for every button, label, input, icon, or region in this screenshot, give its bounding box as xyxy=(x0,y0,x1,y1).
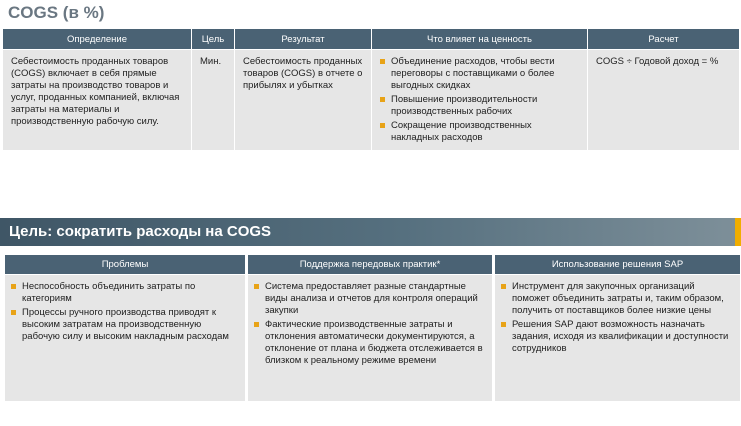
sap-solution-cell xyxy=(494,275,741,402)
list-item: Процессы ручного производства приводят к высоким затратам на производственную рабочую силу и высоким накладным расходам xyxy=(11,307,239,343)
list-item: Система предоставляет разные стандартные виды анализа и отчетов для контроля операций закупки xyxy=(254,281,486,317)
solution-table xyxy=(2,254,741,402)
sap-solution-list xyxy=(501,281,734,355)
list-item: Решения SAP дают возможность назначать задания, исходя из квалификации и доступности сотрудников xyxy=(501,319,734,355)
goal-cell: Мин. xyxy=(192,50,235,151)
result-cell: Себестоимость проданных товаров (COGS) в отчете о прибылях и убытках xyxy=(235,50,372,151)
table-header-row xyxy=(3,29,740,50)
best-practices-list xyxy=(254,281,486,367)
page-title: COGS (в %) xyxy=(8,3,105,22)
header-problems: Проблемы xyxy=(4,255,247,275)
list-item: Неспособность объединить затраты по категориям xyxy=(11,281,239,305)
kpi-definition-table xyxy=(2,28,740,151)
value-drivers-list xyxy=(380,56,581,144)
list-item: Сокращение производственных накладных расходов xyxy=(380,120,581,144)
table-header-row xyxy=(4,255,741,275)
header-definition: Определение xyxy=(3,29,192,50)
table-row xyxy=(4,275,741,402)
header-value-drivers: Что влияет на ценность xyxy=(372,29,588,50)
calculation-cell: COGS ÷ Годовой доход = % xyxy=(588,50,740,151)
header-goal: Цель xyxy=(192,29,235,50)
header-sap-solution: Использование решения SAP xyxy=(494,255,741,275)
value-drivers-cell xyxy=(372,50,588,151)
list-item: Инструмент для закупочных организаций поможет объединить затраты и, таким образом, получить от поставщиков более низкие цены xyxy=(501,281,734,317)
definition-cell: Себестоимость проданных товаров (COGS) включает в себя прямые затраты на производство товаров и услуг, проданных компанией, включая затраты на материалы и производственную рабочую силу. xyxy=(3,50,192,151)
header-best-practices: Поддержка передовых практик* xyxy=(247,255,494,275)
table-row xyxy=(3,50,740,151)
goal-banner xyxy=(0,218,741,246)
list-item: Повышение производительности производственных рабочих xyxy=(380,94,581,118)
problems-list xyxy=(11,281,239,343)
header-calculation: Расчет xyxy=(588,29,740,50)
list-item: Объединение расходов, чтобы вести переговоры с поставщиками о более выгодных скидках xyxy=(380,56,581,92)
problems-cell xyxy=(4,275,247,402)
header-result: Результат xyxy=(235,29,372,50)
list-item: Фактические производственные затраты и отклонения автоматически документируются, а отклонение от плана и бюджета отслеживается в близком к реальному режиме времени xyxy=(254,319,486,367)
best-practices-cell xyxy=(247,275,494,402)
goal-banner-text: Цель: сократить расходы на COGS xyxy=(9,223,272,240)
